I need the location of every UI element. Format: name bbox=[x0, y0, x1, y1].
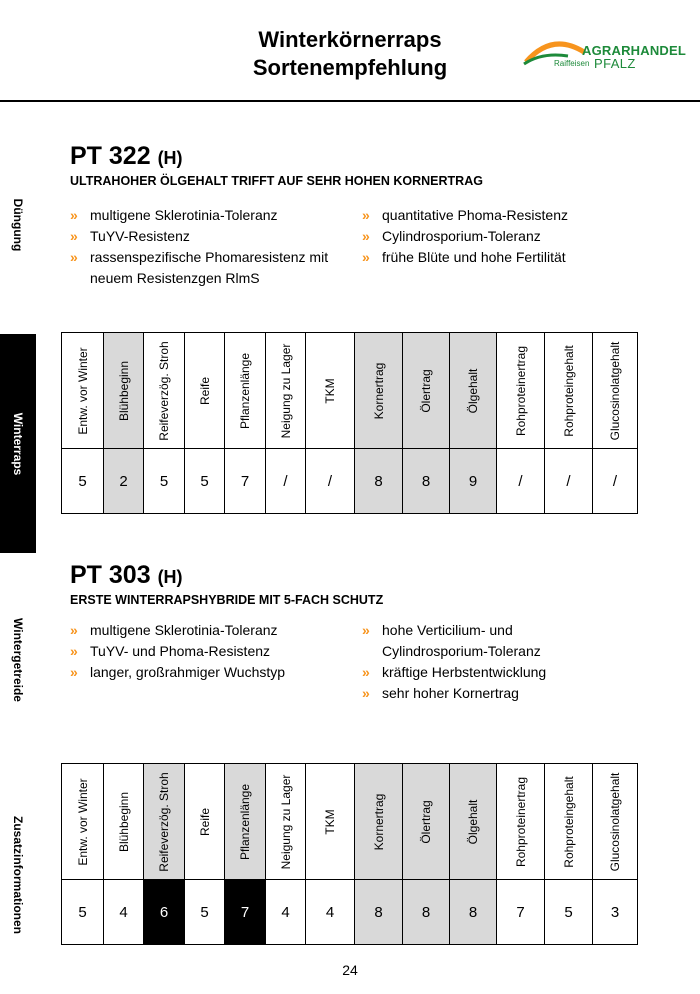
rating-cell: 7 bbox=[497, 880, 545, 945]
rating-cell: / bbox=[266, 449, 306, 514]
header-divider bbox=[0, 100, 700, 102]
rating-cell: 5 bbox=[144, 449, 185, 514]
page-title bbox=[200, 26, 500, 82]
agrarhandel-logo bbox=[522, 34, 687, 74]
chevron-bullet-icon: » bbox=[70, 207, 78, 223]
rating-cell: 5 bbox=[185, 880, 225, 945]
rating-cell: 5 bbox=[185, 449, 225, 514]
side-tab-wintergetreide[interactable] bbox=[0, 580, 36, 740]
rating-cell: 8 bbox=[355, 449, 403, 514]
product-suffix: (H) bbox=[157, 567, 183, 587]
chevron-bullet-icon: » bbox=[70, 228, 78, 244]
chevron-bullet-icon: » bbox=[362, 207, 370, 223]
chevron-bullet-icon: » bbox=[362, 228, 370, 244]
feature-item: » kräftige Herbstentwicklung bbox=[362, 662, 562, 683]
product-pt322 bbox=[70, 142, 483, 188]
rating-cell: / bbox=[545, 449, 593, 514]
rating-cell: 2 bbox=[104, 449, 144, 514]
side-tab-duengung[interactable] bbox=[0, 160, 36, 290]
feature-item: » TuYV-Resistenz bbox=[70, 226, 350, 247]
rating-cell: 5 bbox=[62, 880, 104, 945]
logo-text-raiffeisen: Raiffeisen bbox=[554, 59, 590, 68]
chevron-bullet-icon: » bbox=[362, 664, 370, 680]
side-tab-winterraps[interactable] bbox=[0, 334, 36, 553]
logo-text-main: AGRARHANDEL bbox=[582, 43, 687, 58]
chevron-bullet-icon: » bbox=[70, 643, 78, 659]
rating-cell: 7 bbox=[225, 449, 266, 514]
column-header: Kornertrag bbox=[355, 764, 403, 880]
side-tab-label: Winterraps bbox=[11, 412, 25, 475]
column-header: Neigung zu Lager bbox=[266, 333, 306, 449]
product-tagline: ULTRAHOHER ÖLGEHALT TRIFFT AUF SEHR HOHEN KORNERTRAG bbox=[70, 174, 483, 188]
rating-cell: 4 bbox=[306, 880, 355, 945]
column-header: Rohproteingehalt bbox=[545, 333, 593, 449]
column-header: Kornertrag bbox=[355, 333, 403, 449]
rating-cell: 4 bbox=[104, 880, 144, 945]
rating-cell: / bbox=[497, 449, 545, 514]
column-header: Rohproteinertrag bbox=[497, 333, 545, 449]
column-header: Reifeverzög. Stroh bbox=[144, 333, 185, 449]
feature-item: » TuYV- und Phoma-Resistenz bbox=[70, 641, 350, 662]
side-tab-label: Düngung bbox=[11, 198, 25, 252]
rating-cell: 8 bbox=[450, 880, 497, 945]
chevron-bullet-icon: » bbox=[70, 664, 78, 680]
column-header: Ölertrag bbox=[403, 333, 450, 449]
column-header: Entw. vor Winter bbox=[62, 333, 104, 449]
column-header: Entw. vor Winter bbox=[62, 764, 104, 880]
product-title bbox=[70, 142, 483, 172]
column-header: TKM bbox=[306, 333, 355, 449]
rating-cell: 3 bbox=[593, 880, 638, 945]
column-header: TKM bbox=[306, 764, 355, 880]
column-header: Rohproteingehalt bbox=[545, 764, 593, 880]
column-header: Reife bbox=[185, 333, 225, 449]
chevron-bullet-icon: » bbox=[362, 249, 370, 265]
page-number: 24 bbox=[342, 962, 358, 978]
rating-cell: / bbox=[593, 449, 638, 514]
feature-item: » rassenspezifische Phomaresistenz mit neuem Resistenzgen RlmS bbox=[70, 249, 329, 286]
rating-cell: 8 bbox=[403, 449, 450, 514]
feature-item: » multigene Sklerotinia-Toleranz bbox=[70, 205, 350, 226]
ratings-table-pt303 bbox=[61, 763, 638, 945]
logo-text-pfalz: PFALZ bbox=[594, 56, 636, 71]
column-header: Ölgehalt bbox=[450, 764, 497, 880]
column-header: Pflanzenlänge bbox=[225, 333, 266, 449]
rating-cell: 8 bbox=[403, 880, 450, 945]
chevron-bullet-icon: » bbox=[362, 685, 370, 701]
title-line-2: Sortenempfehlung bbox=[252, 55, 448, 80]
product-tagline: ERSTE WINTERRAPSHYBRIDE MIT 5-FACH SCHUTZ bbox=[70, 593, 384, 607]
product-title bbox=[70, 561, 383, 591]
rating-cell: 5 bbox=[62, 449, 104, 514]
column-header: Ölgehalt bbox=[450, 333, 497, 449]
rating-cell: 6 bbox=[144, 880, 185, 945]
side-tab-zusatzinformationen[interactable] bbox=[0, 780, 36, 970]
rating-cell: 7 bbox=[225, 880, 266, 945]
product-name: PT 322 bbox=[70, 142, 151, 170]
side-tab-label: Zusatzinformationen bbox=[11, 815, 25, 935]
product-pt303 bbox=[70, 561, 383, 607]
column-header: Pflanzenlänge bbox=[225, 764, 266, 880]
product-suffix: (H) bbox=[157, 148, 183, 168]
feature-item: » Cylindrosporium-Toleranz bbox=[362, 226, 642, 247]
feature-item: » frühe Blüte und hohe Fertilität bbox=[362, 247, 642, 268]
product-name: PT 303 bbox=[70, 561, 151, 589]
ratings-table-pt322 bbox=[61, 332, 638, 514]
feature-item: » multigene Sklerotinia-Toleranz bbox=[70, 620, 350, 641]
feature-item: » hohe Verticilium- und Cylindrosporium-Toleranz bbox=[362, 622, 541, 659]
column-header: Glucosinolatgehalt bbox=[593, 764, 638, 880]
chevron-bullet-icon: » bbox=[362, 622, 370, 638]
chevron-bullet-icon: » bbox=[70, 622, 78, 638]
rating-cell: 9 bbox=[450, 449, 497, 514]
rating-cell: 5 bbox=[545, 880, 593, 945]
side-tab-label: Wintergetreide bbox=[11, 618, 25, 702]
rating-cell: / bbox=[306, 449, 355, 514]
column-header: Neigung zu Lager bbox=[266, 764, 306, 880]
rating-cell: 4 bbox=[266, 880, 306, 945]
feature-item: » langer, großrahmiger Wuchstyp bbox=[70, 662, 350, 683]
chevron-bullet-icon: » bbox=[70, 249, 78, 265]
title-line-1: Winterkörnerraps bbox=[258, 27, 442, 52]
column-header: Ölertrag bbox=[403, 764, 450, 880]
column-header: Blühbeginn bbox=[104, 333, 144, 449]
rating-cell: 8 bbox=[355, 880, 403, 945]
column-header: Reife bbox=[185, 764, 225, 880]
feature-item: » quantitative Phoma-Resistenz bbox=[362, 205, 642, 226]
column-header: Glucosinolatgehalt bbox=[593, 333, 638, 449]
column-header: Rohproteinertrag bbox=[497, 764, 545, 880]
column-header: Reifeverzög. Stroh bbox=[144, 764, 185, 880]
feature-item: » sehr hoher Kornertrag bbox=[362, 683, 562, 704]
column-header: Blühbeginn bbox=[104, 764, 144, 880]
